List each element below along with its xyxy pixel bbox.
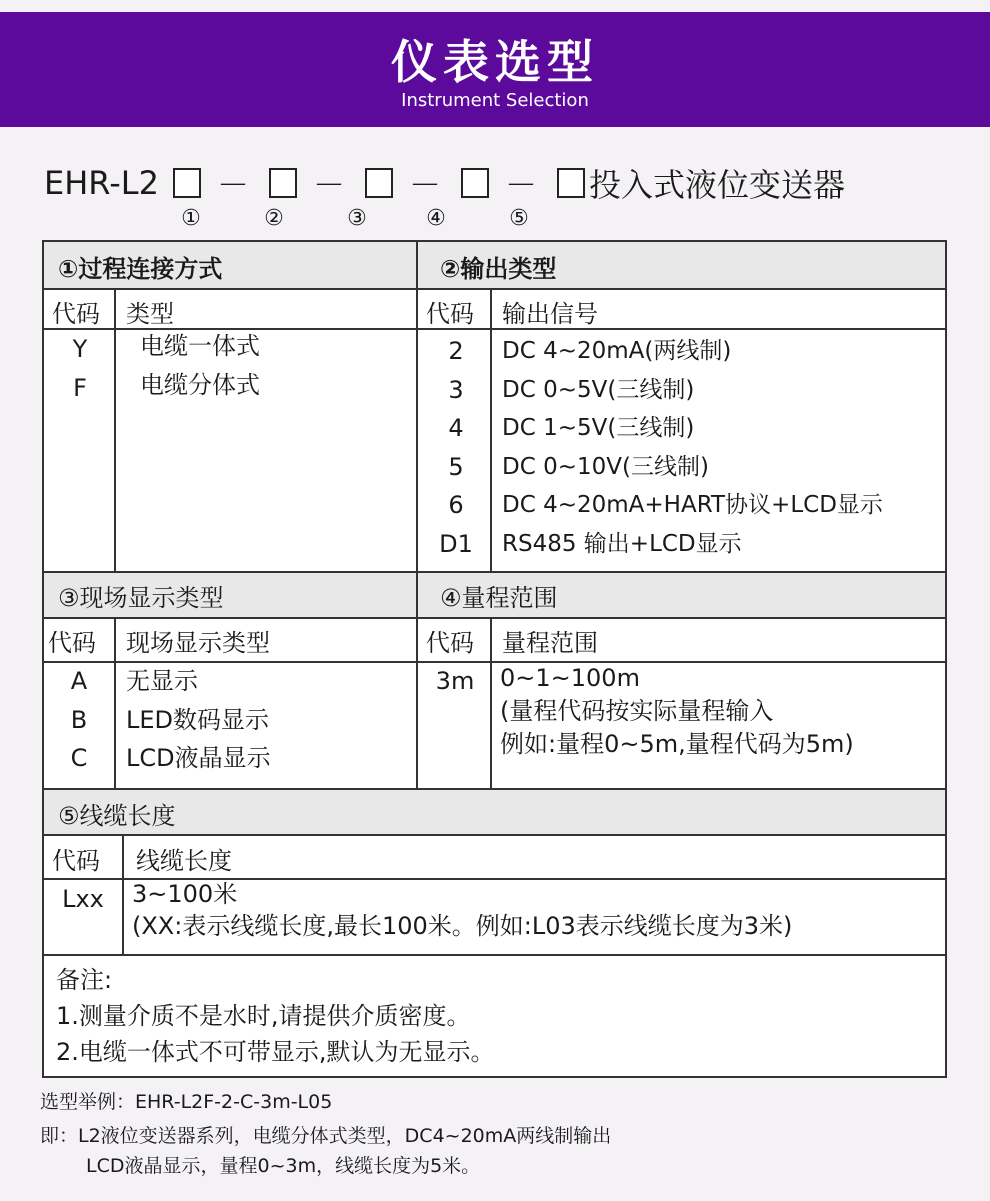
- marker-2: ②: [264, 206, 284, 231]
- list-item: 5: [448, 452, 464, 481]
- section-3-header: ③现场显示类型: [44, 573, 416, 617]
- list-item: A: [70, 667, 88, 695]
- dash: －: [216, 166, 249, 204]
- divider: [490, 618, 492, 790]
- example-line-1: 选型举例：EHR-L2F-2-C-3m-L05: [40, 1091, 333, 1113]
- code-box-5: [557, 168, 585, 198]
- example-line-3: LCD液晶显示，量程0~3m，线缆长度为5米。: [86, 1155, 481, 1177]
- list-item: C: [70, 744, 88, 772]
- list-item: F: [73, 373, 87, 402]
- banner-title: 仪表选型: [391, 35, 599, 89]
- list-item: (XX:表示线缆长度,最长100米。例如:L03表示线缆长度为3米): [132, 912, 793, 940]
- s4-codes: [418, 662, 492, 701]
- section-2-header: ②输出类型: [418, 242, 945, 290]
- s4-col-name: 量程范围: [502, 628, 598, 657]
- divider: [44, 788, 945, 790]
- s1-names: [140, 327, 410, 404]
- list-item: 电缆一体式: [140, 332, 260, 360]
- divider: [44, 288, 945, 290]
- notes-title: 备注:: [56, 966, 113, 994]
- banner-subtitle: Instrument Selection: [401, 90, 589, 111]
- divider: [44, 878, 945, 880]
- divider: [490, 290, 492, 572]
- s3-codes: [44, 662, 114, 778]
- divider: [44, 661, 945, 663]
- marker-5: ⑤: [509, 206, 529, 231]
- divider: [44, 617, 945, 619]
- divider: [44, 954, 945, 956]
- list-item: 例如:量程0~5m,量程代码为5m): [500, 730, 854, 758]
- list-item: 3~100米: [132, 880, 238, 908]
- s2-col-code: 代码: [426, 299, 474, 328]
- s2-names: [502, 332, 946, 563]
- s3-col-name: 现场显示类型: [126, 628, 270, 657]
- code-box-1: [173, 168, 201, 198]
- list-item: DC 0~10V(三线制): [502, 453, 709, 480]
- selection-table: [42, 240, 947, 1078]
- list-item: LED数码显示: [126, 705, 270, 734]
- code-box-3: [365, 168, 393, 198]
- divider: [44, 834, 945, 836]
- list-item: LCD液晶显示: [126, 744, 271, 772]
- list-item: 4: [448, 414, 464, 442]
- s5-names: [132, 878, 944, 942]
- section-4-header: ④量程范围: [418, 573, 945, 617]
- list-item: 6: [448, 491, 464, 519]
- s2-codes: [418, 332, 494, 563]
- marker-3: ③: [347, 206, 367, 231]
- s1-col-name: 类型: [126, 299, 174, 328]
- s4-names: [500, 662, 946, 761]
- list-item: DC 4~20mA(两线制): [502, 338, 732, 364]
- dash: －: [505, 166, 538, 204]
- list-item: B: [70, 705, 88, 734]
- s3-names: [126, 662, 410, 778]
- s5-col-name: 线缆长度: [136, 846, 232, 875]
- list-item: 3m: [435, 667, 475, 695]
- s5-codes: [44, 880, 122, 919]
- s4-col-code: 代码: [426, 628, 474, 657]
- s5-col-code: 代码: [52, 846, 100, 875]
- list-item: 1.测量介质不是水时,请提供介质密度。: [56, 1002, 471, 1030]
- list-item: RS485 输出+LCD显示: [502, 530, 742, 557]
- list-item: DC 4~20mA+HART协议+LCD显示: [502, 492, 883, 518]
- marker-4: ④: [426, 206, 446, 231]
- model-code-line: [44, 160, 845, 206]
- list-item: 无显示: [126, 667, 198, 695]
- list-item: DC 0~5V(三线制): [502, 376, 695, 403]
- dash: －: [312, 166, 345, 204]
- s2-col-name: 输出信号: [502, 299, 598, 328]
- s1-col-code: 代码: [52, 299, 100, 328]
- divider: [114, 290, 116, 572]
- section-5-header: ⑤线缆长度: [44, 790, 945, 836]
- s1-codes: [44, 330, 116, 407]
- divider: [44, 571, 945, 573]
- list-item: DC 1~5V(三线制): [502, 415, 695, 441]
- list-item: Y: [72, 335, 88, 363]
- list-item: 2.电缆一体式不可带显示,默认为无显示。: [56, 1038, 495, 1066]
- divider: [114, 618, 116, 790]
- list-item: 0~1~100m: [500, 664, 640, 692]
- list-item: Lxx: [62, 885, 104, 913]
- list-item: 3: [448, 375, 464, 404]
- model-prefix: EHR-L2: [44, 164, 159, 202]
- example-line-2: 即：L2液位变送器系列，电缆分体式类型，DC4~20mA两线制输出: [40, 1125, 612, 1147]
- dash: －: [408, 166, 441, 204]
- marker-1: ①: [181, 206, 201, 231]
- divider: [122, 836, 124, 954]
- divider: [44, 328, 945, 330]
- divider: [416, 242, 418, 790]
- code-box-2: [269, 168, 297, 198]
- s3-col-code: 代码: [48, 628, 96, 657]
- list-item: (量程代码按实际量程输入: [500, 697, 774, 725]
- code-box-4: [461, 168, 489, 198]
- header-banner: [0, 12, 990, 127]
- section-1-header: ①过程连接方式: [44, 242, 416, 290]
- list-item: 2: [448, 337, 464, 365]
- model-suffix: 投入式液位变送器: [589, 166, 846, 204]
- list-item: D1: [439, 529, 473, 558]
- list-item: 电缆分体式: [140, 370, 260, 399]
- notes: [56, 962, 936, 1070]
